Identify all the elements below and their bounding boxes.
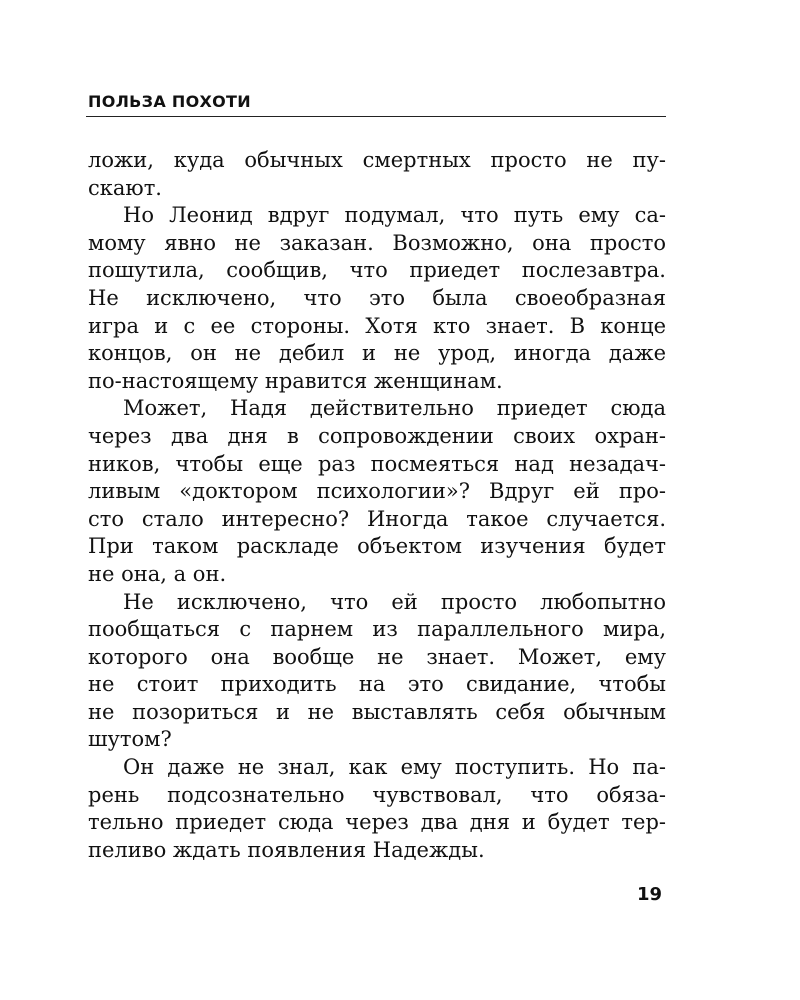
paragraph-first-line: Не исключено, что ей просто любопытно xyxy=(123,589,666,614)
text-line: которого она вообще не знает. Может, ему xyxy=(88,644,666,669)
text-line: мому явно не заказан. Возможно, она просто xyxy=(88,230,666,255)
text-line: не позориться и не выставлять себя обычным xyxy=(88,699,666,724)
running-header-title: ПОЛЬЗА ПОХОТИ xyxy=(88,92,251,111)
paragraph-first-line: Но Леонид вдруг подумал, что путь ему са- xyxy=(123,203,666,228)
text-line: игра и с ее стороны. Хотя кто знает. В конце xyxy=(88,313,666,338)
paragraph-first-line: Может, Надя действительно приедет сюда xyxy=(123,396,666,421)
text-line: ливым «доктором психологии»? Вдруг ей про- xyxy=(88,479,666,504)
text-line: рень подсознательно чувствовал, что обяза- xyxy=(88,782,666,807)
body-text xyxy=(88,147,666,864)
text-line: сто стало интересно? Иногда такое случается. xyxy=(88,506,666,531)
text-line: концов, он не дебил и не урод, иногда даже xyxy=(88,341,666,366)
text-line: по-настоящему нравится женщинам. xyxy=(88,368,503,393)
text-line: не стоит приходить на это свидание, чтобы xyxy=(88,672,666,697)
header-rule xyxy=(86,116,666,117)
text-line: не она, а он. xyxy=(88,561,227,586)
text-line: пеливо ждать появления Надежды. xyxy=(88,837,485,862)
text-line: ников, чтобы еще раз посмеяться над незадач- xyxy=(88,451,666,476)
text-line: пошутила, сообщив, что приедет послезавтра. xyxy=(88,258,666,283)
paragraph-first-line: Он даже не знал, как ему поступить. Но па- xyxy=(123,755,666,780)
text-line: ложи, куда обычных смертных просто не пу- xyxy=(88,148,666,172)
text-line: шутом? xyxy=(88,727,172,752)
text-line: скают. xyxy=(88,175,162,200)
text-line: Не исключено, что это была своеобразная xyxy=(88,285,666,310)
page-number: 19 xyxy=(636,884,662,905)
text-line: через два дня в сопровождении своих охран- xyxy=(88,423,666,448)
text-line: При таком раскладе объектом изучения будет xyxy=(88,534,666,559)
text-line: пообщаться с парнем из параллельного мира, xyxy=(88,617,666,642)
text-line: тельно приедет сюда через два дня и будет тер- xyxy=(88,810,666,835)
